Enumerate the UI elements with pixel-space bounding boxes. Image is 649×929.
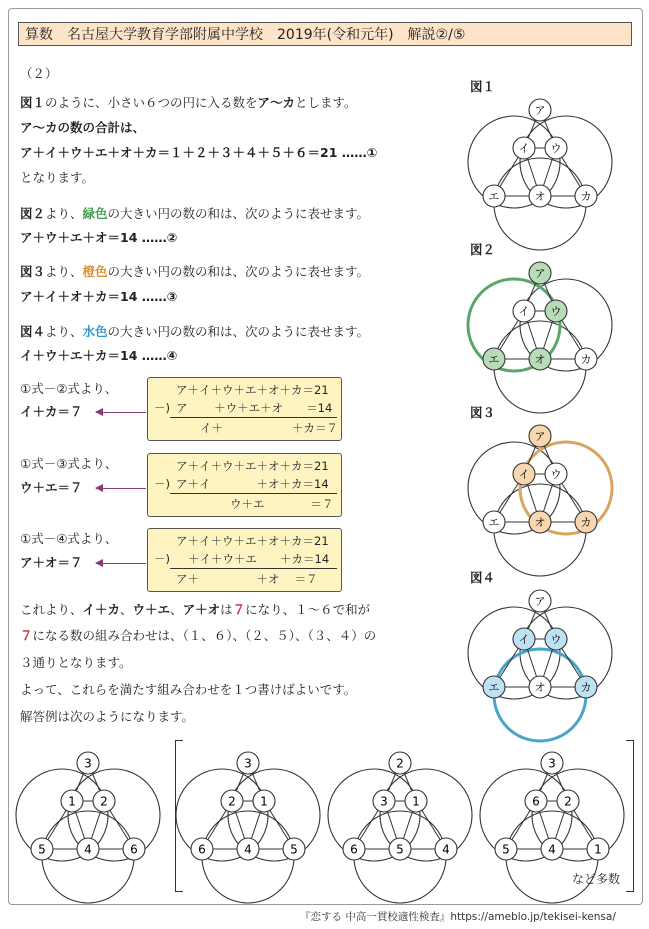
calc2-result: ウ＋エ＝７ <box>20 480 83 495</box>
fig2-diagram <box>460 253 620 403</box>
equation-4: イ＋ウ＋エ＋カ＝14 ……④ <box>20 348 178 363</box>
node-label: 1 <box>594 842 602 857</box>
node-label: 3 <box>380 794 388 809</box>
node-label: 6 <box>198 842 206 857</box>
node-label: ウ <box>550 467 562 481</box>
fig4-title: 図４ <box>470 570 496 585</box>
conclusion-line1: これより、イ＋カ、ウ＋エ、ア＋オは７になり、１～６で和が <box>20 602 371 617</box>
node-label: オ <box>534 189 546 203</box>
answer-bracket-left <box>175 740 183 892</box>
equation-2: ア＋ウ＋エ＋オ＝14 ……② <box>20 230 178 245</box>
para1-line4: となります。 <box>20 170 95 185</box>
node-label: エ <box>488 189 500 203</box>
node-label: ア <box>534 429 546 443</box>
node-label: カ <box>580 680 592 694</box>
fig1-title: 図１ <box>470 79 496 94</box>
node-label: 6 <box>350 842 358 857</box>
conclusion-line4: よって、これらを満たす組み合わせを１つ書けばよいです。 <box>20 682 357 697</box>
node-label: ア <box>534 103 546 117</box>
calc3-result: ア＋オ＝７ <box>20 555 83 570</box>
para4-line1: 図４より、水色の大きい円の数の和は、次のように表せます。 <box>20 324 370 339</box>
node-label: 5 <box>502 842 510 857</box>
node-label: 4 <box>244 842 252 857</box>
calc2-label: ①式－③式より、 <box>20 456 118 471</box>
node-label: 3 <box>244 756 252 771</box>
calc3-row1: ア＋イ＋ウ＋エ＋オ＋カ＝21 <box>176 534 329 548</box>
para1-line2: ア～カの数の合計は、 <box>20 120 146 135</box>
node-label: 1 <box>68 794 76 809</box>
calc1-minus: －) <box>154 401 170 415</box>
node-label: 6 <box>532 794 540 809</box>
page-header: 算数 名古屋大学教育学部附属中学校 2019年(令和元年) 解説②/⑤ <box>18 22 632 46</box>
calc1-row3: イ＋ ＋カ＝７ <box>200 421 338 435</box>
calc2-box <box>147 453 342 517</box>
section-number: （２） <box>20 66 58 81</box>
node-label: カ <box>580 515 592 529</box>
calc2-row2: ア＋イ ＋オ＋カ＝14 <box>176 477 329 491</box>
node-label: ウ <box>550 141 562 155</box>
node-label: 3 <box>548 756 556 771</box>
node-label: 6 <box>130 842 138 857</box>
node-label: イ <box>518 304 530 318</box>
para2-line1: 図２より、緑色の大きい円の数の和は、次のように表せます。 <box>20 206 370 221</box>
conclusion-line2: ７になる数の組み合わせは、（１、６）、（２、５）、（３、４）の <box>20 628 377 643</box>
calc1-row2: ア ＋ウ＋エ＋オ ＝14 <box>176 401 333 415</box>
node-label: 5 <box>290 842 298 857</box>
node-label: オ <box>534 680 546 694</box>
calc2-row3: ウ＋エ ＝７ <box>230 497 334 511</box>
calc1-label: ①式－②式より、 <box>20 381 118 396</box>
node-label: ウ <box>550 632 562 646</box>
node-label: ウ <box>550 304 562 318</box>
equation-3: ア＋イ＋オ＋カ＝14 ……③ <box>20 289 178 304</box>
fig1-diagram <box>460 90 620 240</box>
node-label: 2 <box>100 794 108 809</box>
calc2-minus: －) <box>154 477 170 491</box>
node-label: 1 <box>260 794 268 809</box>
node-label: エ <box>488 352 500 366</box>
conclusion-line5: 解答例は次のようになります。 <box>20 709 195 724</box>
node-label: 4 <box>548 842 556 857</box>
calc3-minus: －) <box>154 552 170 566</box>
node-label: オ <box>534 352 546 366</box>
node-label: ア <box>534 266 546 280</box>
calc1-rule <box>170 417 337 418</box>
conclusion-line3: ３通りとなります。 <box>20 655 132 670</box>
para1-line1: 図１のように、小さい６つの円に入る数をア～カとします。 <box>20 95 357 110</box>
calc1-row1: ア＋イ＋ウ＋エ＋オ＋カ＝21 <box>176 383 329 397</box>
node-label: カ <box>580 189 592 203</box>
equation-1: ア＋イ＋ウ＋エ＋オ＋カ＝１＋２＋３＋４＋５＋６＝21 ……① <box>20 145 378 160</box>
calc1-result: イ＋カ＝７ <box>20 404 83 419</box>
node-label: 3 <box>84 756 92 771</box>
answer-bracket-right <box>626 740 634 892</box>
node-label: イ <box>518 141 530 155</box>
calc2-row1: ア＋イ＋ウ＋エ＋オ＋カ＝21 <box>176 459 329 473</box>
node-label: 2 <box>564 794 572 809</box>
calc3-row3: ア＋ ＋オ ＝７ <box>176 572 318 586</box>
node-label: 1 <box>412 794 420 809</box>
calc3-row2: ＋イ＋ウ＋エ ＋カ＝14 <box>188 552 330 566</box>
node-label: ア <box>534 594 546 608</box>
node-label: イ <box>518 632 530 646</box>
fig4-diagram <box>460 581 620 731</box>
calc3-rule <box>170 568 337 569</box>
node-label: 5 <box>38 842 46 857</box>
node-label: 4 <box>84 842 92 857</box>
calc3-box <box>147 528 342 592</box>
node-label: 2 <box>396 756 404 771</box>
answer-diagram-3 <box>326 745 476 895</box>
node-label: 4 <box>442 842 450 857</box>
node-label: エ <box>488 680 500 694</box>
fig2-title: 図２ <box>470 242 496 257</box>
para3-line1: 図３より、橙色の大きい円の数の和は、次のように表せます。 <box>20 264 370 279</box>
calc3-label: ①式－④式より、 <box>20 531 118 546</box>
calc3-arrow-icon <box>96 563 146 564</box>
others-note: など多数 <box>572 872 621 886</box>
node-label: エ <box>488 515 500 529</box>
footer-credit: 『恋する 中高一貫校適性検査』https://ameblo.jp/tekisei-kensa/ <box>300 911 616 923</box>
answer-diagram-1 <box>14 745 164 895</box>
node-label: 2 <box>228 794 236 809</box>
calc1-arrow-icon <box>96 412 146 413</box>
fig3-diagram <box>460 416 620 566</box>
calc2-arrow-icon <box>96 488 146 489</box>
node-label: イ <box>518 467 530 481</box>
node-label: カ <box>580 352 592 366</box>
node-label: 5 <box>396 842 404 857</box>
fig3-title: 図３ <box>470 405 496 420</box>
calc1-box <box>147 377 342 441</box>
calc2-rule <box>170 493 337 494</box>
node-label: オ <box>534 515 546 529</box>
answer-diagram-2 <box>174 745 324 895</box>
